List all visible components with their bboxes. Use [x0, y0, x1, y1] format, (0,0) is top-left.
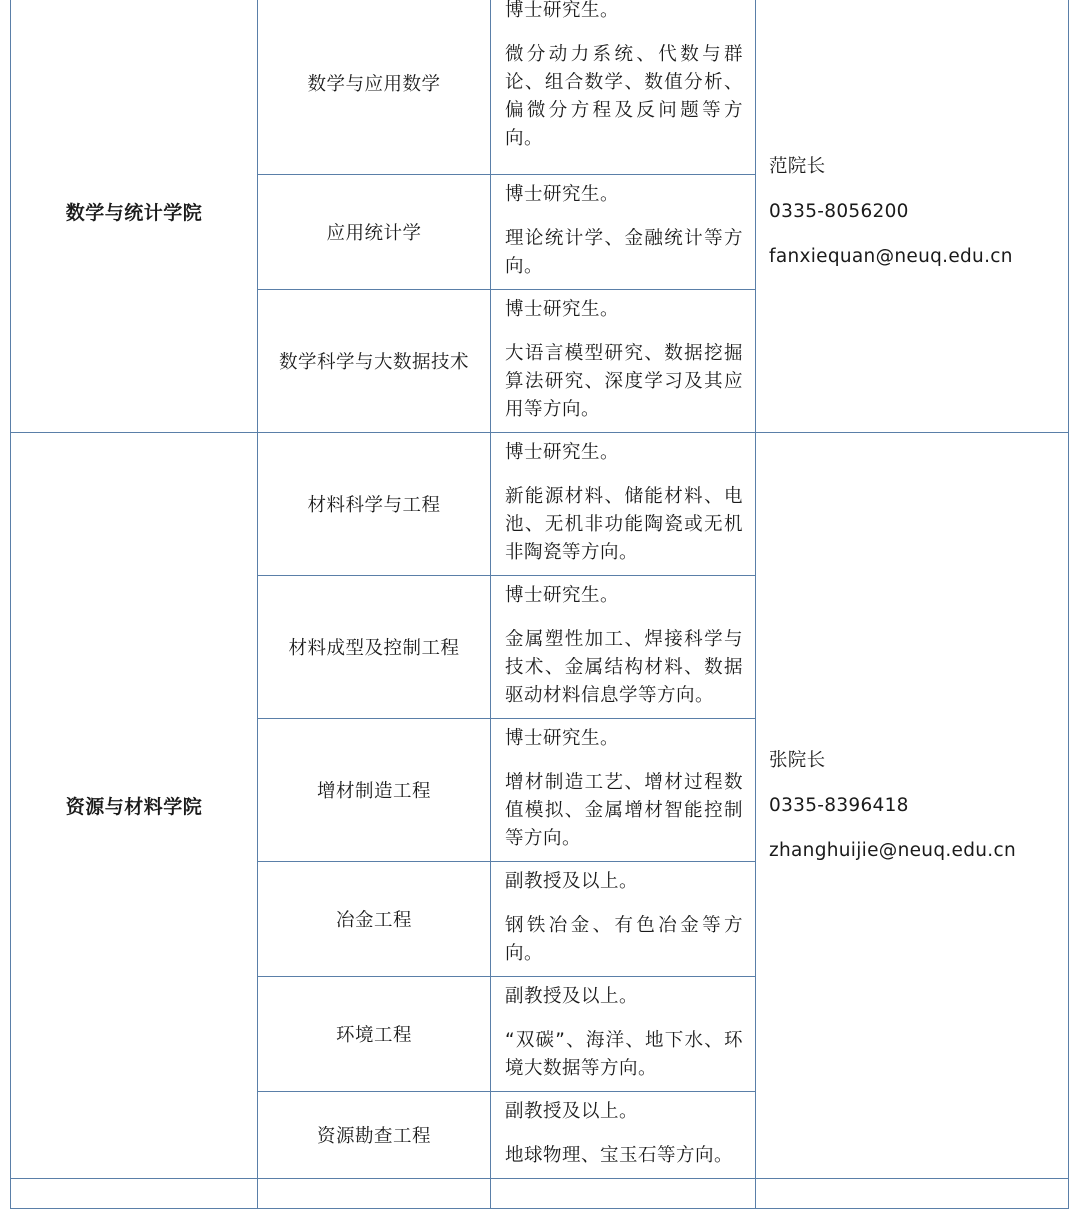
requirement-level: 博士研究生。 [505, 299, 620, 320]
contact-email: zhanghuijie@neuq.edu.cn [769, 839, 1016, 861]
contact-email: fanxiequan@neuq.edu.cn [769, 245, 1013, 267]
contact-cell [756, 433, 1069, 1179]
major-name: 环境工程 [258, 977, 491, 1092]
major-name: 数学与应用数学 [258, 0, 491, 175]
college-name [11, 1179, 258, 1209]
major-name: 数学科学与大数据技术 [258, 290, 491, 433]
requirement-cell [491, 977, 756, 1092]
contact-cell [756, 0, 1069, 433]
requirement-cell [491, 576, 756, 719]
requirement-cell [491, 290, 756, 433]
contact-person: 范院长 [769, 155, 826, 177]
major-name: 应用统计学 [258, 175, 491, 290]
research-directions: 新能源材料、储能材料、电池、无机非功能陶瓷或无机非陶瓷等方向。 [505, 486, 743, 563]
requirement-level: 博士研究生。 [505, 728, 620, 749]
research-directions: “双碳”、海洋、地下水、环境大数据等方向。 [505, 1030, 743, 1079]
recruitment-table [10, 0, 1069, 1209]
research-directions: 微分动力系统、代数与群论、组合数学、数值分析、偏微分方程及反问题等方向。 [505, 44, 743, 149]
requirement-level: 副教授及以上。 [505, 1101, 639, 1122]
contact-person: 张院长 [769, 749, 826, 771]
major-name [258, 1179, 491, 1209]
major-name: 增材制造工程 [258, 719, 491, 862]
research-directions: 金属塑性加工、焊接科学与技术、金属结构材料、数据驱动材料信息学等方向。 [505, 629, 743, 706]
contact-phone: 0335-8056200 [769, 200, 909, 222]
research-directions: 地球物理、宝玉石等方向。 [505, 1145, 734, 1166]
research-directions: 大语言模型研究、数据挖掘算法研究、深度学习及其应用等方向。 [505, 343, 743, 420]
table-row [11, 433, 1069, 576]
requirement-cell [491, 1092, 756, 1179]
requirement-cell [491, 862, 756, 977]
research-directions: 增材制造工艺、增材过程数值模拟、金属增材智能控制等方向。 [505, 772, 743, 849]
table-row [11, 0, 1069, 175]
contact-phone: 0335-8396418 [769, 794, 909, 816]
contact-cell [756, 1179, 1069, 1209]
requirement-level: 博士研究生。 [505, 442, 620, 463]
requirement-level: 博士研究生。 [505, 585, 620, 606]
major-name: 资源勘查工程 [258, 1092, 491, 1179]
major-name: 材料科学与工程 [258, 433, 491, 576]
college-name: 数学与统计学院 [11, 0, 258, 433]
major-name: 冶金工程 [258, 862, 491, 977]
major-name: 材料成型及控制工程 [258, 576, 491, 719]
requirement-cell [491, 1179, 756, 1209]
table-row [11, 1179, 1069, 1209]
requirement-cell [491, 433, 756, 576]
requirement-cell [491, 719, 756, 862]
college-name: 资源与材料学院 [11, 433, 258, 1179]
research-directions: 理论统计学、金融统计等方向。 [505, 228, 743, 277]
requirement-level: 博士研究生。 [505, 0, 620, 21]
requirement-cell [491, 0, 756, 175]
requirement-level: 博士研究生。 [505, 184, 620, 205]
research-directions: 钢铁冶金、有色冶金等方向。 [505, 915, 743, 964]
requirement-level: 副教授及以上。 [505, 871, 639, 892]
requirement-level: 副教授及以上。 [505, 986, 639, 1007]
requirement-cell [491, 175, 756, 290]
